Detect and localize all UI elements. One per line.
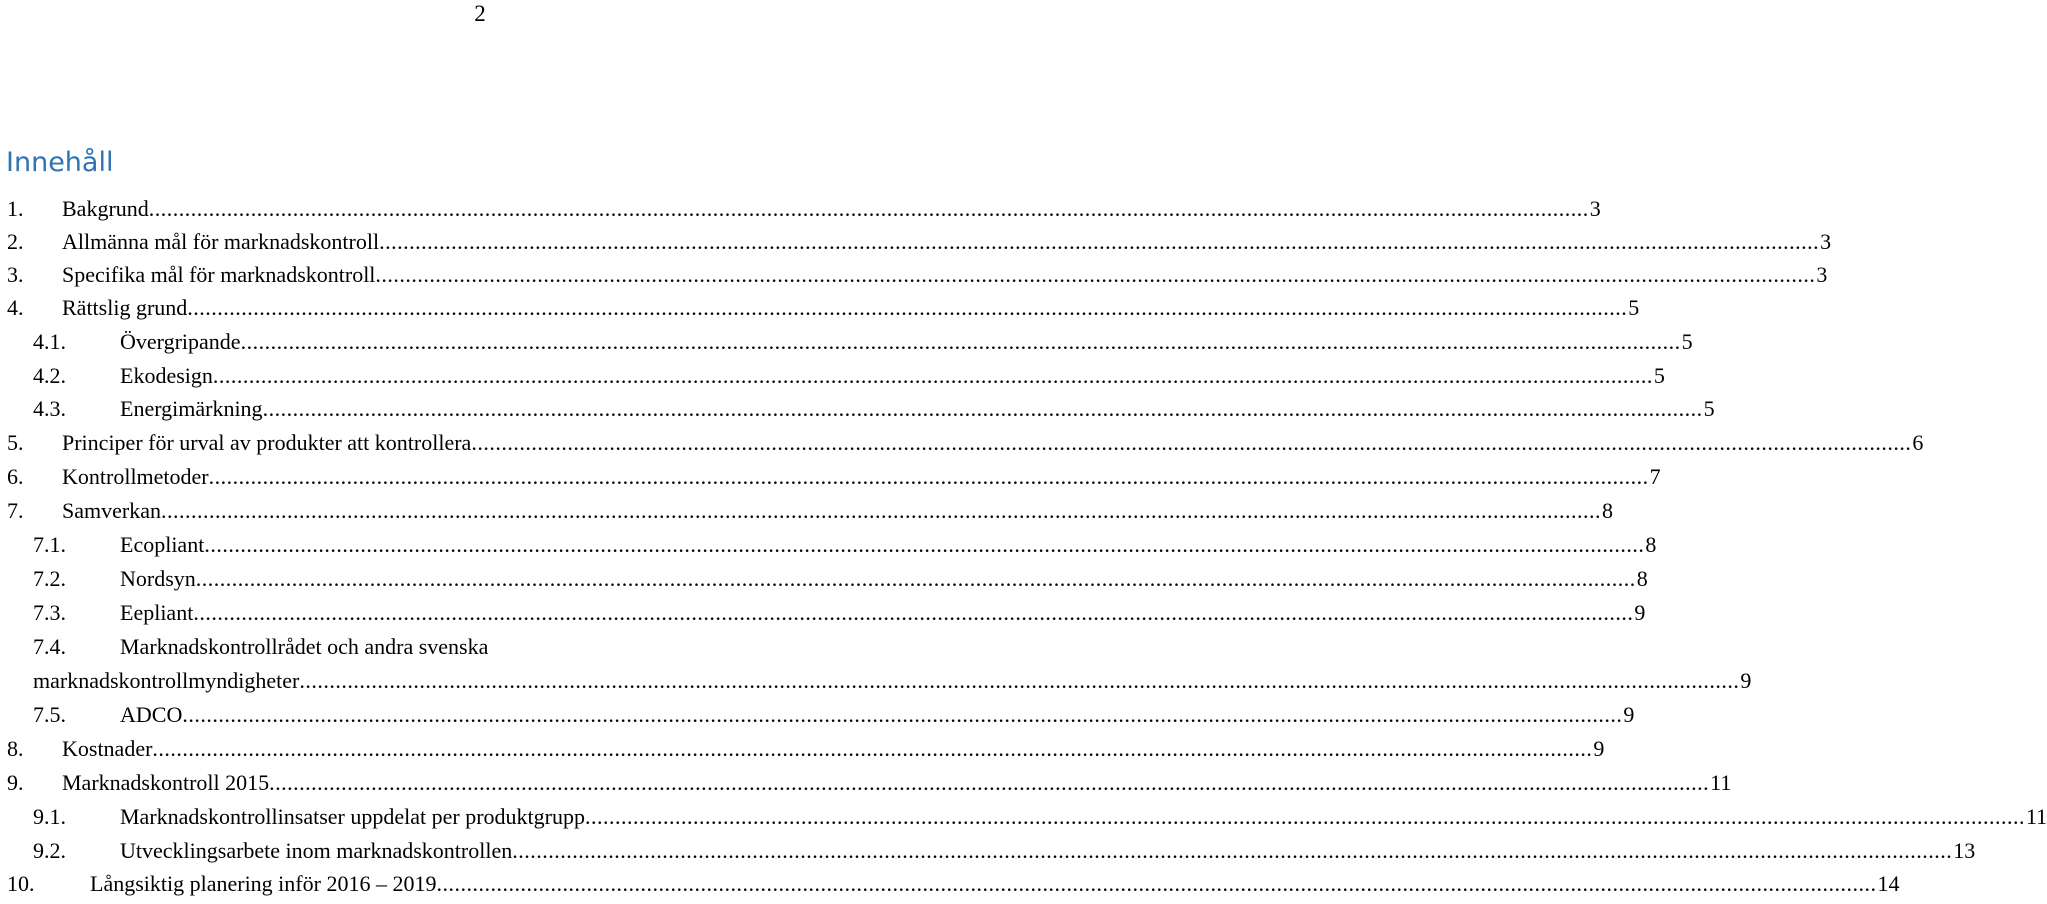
toc-entry-title: Marknadskontrollrådet och andra svenska bbox=[120, 634, 489, 659]
toc-entry-page: 8 bbox=[1636, 566, 1648, 591]
toc-entry-6[interactable] bbox=[0, 462, 1661, 492]
toc-entry-title: Allmänna mål för marknadskontroll bbox=[62, 229, 380, 254]
toc-entry-title: Specifika mål för marknadskontroll bbox=[62, 262, 376, 287]
toc-entry-page: 14 bbox=[1877, 871, 1900, 896]
page-number: 2 bbox=[474, 1, 486, 26]
toc-entry-title: Bakgrund bbox=[62, 196, 149, 221]
toc-entry-number: 4.1. bbox=[33, 329, 66, 354]
toc-dot-leader bbox=[299, 666, 1739, 696]
toc-entry-title: Marknadskontroll 2015 bbox=[62, 770, 270, 795]
toc-entry-9[interactable] bbox=[0, 768, 1732, 798]
toc-entry-number: 7.2. bbox=[33, 566, 66, 591]
toc-entry-number: 7. bbox=[7, 498, 24, 523]
toc-entry-page: 11 bbox=[2025, 804, 2047, 829]
toc-dot-leader bbox=[263, 394, 1703, 424]
toc-entry-number: 4. bbox=[7, 295, 24, 320]
toc-entry-title: Långsiktig planering inför 2016 – 2019 bbox=[90, 871, 437, 896]
toc-entry-page: 9 bbox=[1634, 600, 1646, 625]
toc-entry-3[interactable] bbox=[0, 260, 1828, 290]
toc-entry-7-5[interactable] bbox=[0, 700, 1635, 730]
toc-entry-page: 5 bbox=[1653, 363, 1665, 388]
toc-entry-4[interactable] bbox=[0, 293, 1640, 323]
toc-entry-2[interactable] bbox=[0, 227, 1832, 257]
toc-entry-page: 9 bbox=[1623, 702, 1635, 727]
toc-entry-page: 5 bbox=[1628, 295, 1640, 320]
toc-dot-leader bbox=[512, 836, 1952, 866]
toc-entry-title: Utvecklingsarbete inom marknadskontrollen bbox=[120, 838, 513, 863]
toc-entry-page: 6 bbox=[1912, 430, 1924, 455]
toc-entry-title: ADCO bbox=[120, 702, 183, 727]
toc-entry-title-continued: marknadskontrollmyndigheter bbox=[33, 668, 300, 693]
toc-entry-number: 7.4. bbox=[33, 634, 66, 659]
toc-dot-leader bbox=[375, 260, 1815, 290]
toc-entry-9-2[interactable] bbox=[0, 836, 1976, 866]
toc-dot-leader bbox=[241, 327, 1681, 357]
toc-entry-1[interactable] bbox=[0, 194, 1601, 224]
toc-entry-10[interactable] bbox=[0, 869, 1900, 899]
toc-entry-title: Eepliant bbox=[120, 600, 194, 625]
toc-entry-number: 7.3. bbox=[33, 600, 66, 625]
toc-dot-leader bbox=[379, 227, 1819, 257]
toc-entry-number: 9. bbox=[7, 770, 24, 795]
toc-entry-7-1[interactable] bbox=[0, 530, 1657, 560]
toc-entry-title: Samverkan bbox=[62, 498, 161, 523]
toc-entry-7-3[interactable] bbox=[0, 598, 1646, 628]
toc-entry-page: 13 bbox=[1953, 838, 1976, 863]
toc-entry-7-2[interactable] bbox=[0, 564, 1648, 594]
toc-entry-number: 4.3. bbox=[33, 396, 66, 421]
toc-dot-leader bbox=[213, 361, 1653, 391]
toc-entry-9-1[interactable] bbox=[0, 802, 2047, 832]
toc-entry-number: 4.2. bbox=[33, 363, 66, 388]
toc-entry-page: 3 bbox=[1816, 262, 1828, 287]
toc-entry-number: 1. bbox=[7, 196, 24, 221]
toc-dot-leader bbox=[152, 734, 1592, 764]
toc-entry-5[interactable] bbox=[0, 428, 1924, 458]
toc-entry-title: Ekodesign bbox=[120, 363, 213, 388]
toc-entry-page: 5 bbox=[1703, 396, 1715, 421]
toc-entry-title: Nordsyn bbox=[120, 566, 196, 591]
toc-entry-title: Principer för urval av produkter att kontrollera bbox=[62, 430, 472, 455]
toc-entry-4-3[interactable] bbox=[0, 394, 1715, 424]
toc-dot-leader bbox=[182, 700, 1622, 730]
toc-entry-7[interactable] bbox=[0, 496, 1613, 526]
toc-entry-number: 9.1. bbox=[33, 804, 66, 829]
toc-heading: Innehåll bbox=[6, 147, 114, 178]
toc-entry-number: 10. bbox=[7, 871, 35, 896]
toc-dot-leader bbox=[585, 802, 2025, 832]
toc-entry-page: 8 bbox=[1601, 498, 1613, 523]
toc-dot-leader bbox=[204, 530, 1644, 560]
toc-dot-leader bbox=[196, 564, 1636, 594]
toc-entry-page: 11 bbox=[1710, 770, 1732, 795]
toc-entry-4-1[interactable] bbox=[0, 327, 1693, 357]
toc-entry-title: Kontrollmetoder bbox=[62, 464, 209, 489]
toc-entry-number: 7.5. bbox=[33, 702, 66, 727]
toc-entry-title: Marknadskontrollinsatser uppdelat per produktgrupp bbox=[120, 804, 585, 829]
toc-dot-leader bbox=[209, 462, 1649, 492]
toc-entry-page: 9 bbox=[1593, 736, 1605, 761]
toc-entry-title: Kostnader bbox=[62, 736, 153, 761]
toc-entry-page: 7 bbox=[1649, 464, 1661, 489]
toc-dot-leader bbox=[161, 496, 1601, 526]
toc-dot-leader bbox=[187, 293, 1627, 323]
toc-entry-title: Övergripande bbox=[120, 329, 241, 354]
toc-entry-page: 8 bbox=[1645, 532, 1657, 557]
toc-entry-page: 3 bbox=[1589, 196, 1601, 221]
toc-entry-number: 5. bbox=[7, 430, 24, 455]
toc-entry-title: Energimärkning bbox=[120, 396, 263, 421]
toc-entry-title: Rättslig grund bbox=[62, 295, 188, 320]
toc-dot-leader bbox=[436, 869, 1876, 899]
toc-entry-page: 9 bbox=[1740, 668, 1752, 693]
toc-entry-number: 7.1. bbox=[33, 532, 66, 557]
toc-entry-page: 3 bbox=[1820, 229, 1832, 254]
toc-entry-page: 5 bbox=[1681, 329, 1693, 354]
toc-dot-leader bbox=[269, 768, 1709, 798]
toc-dot-leader bbox=[471, 428, 1911, 458]
toc-entry-number: 8. bbox=[7, 736, 24, 761]
toc-entry-7-4[interactable] bbox=[0, 632, 1752, 698]
toc-entry-number: 6. bbox=[7, 464, 24, 489]
toc-dot-leader bbox=[193, 598, 1633, 628]
toc-entry-number: 2. bbox=[7, 229, 24, 254]
toc-entry-8[interactable] bbox=[0, 734, 1605, 764]
toc-entry-number: 3. bbox=[7, 262, 24, 287]
toc-entry-title: Ecopliant bbox=[120, 532, 205, 557]
toc-entry-4-2[interactable] bbox=[0, 361, 1665, 391]
toc-entry-number: 9.2. bbox=[33, 838, 66, 863]
toc-dot-leader bbox=[149, 194, 1589, 224]
